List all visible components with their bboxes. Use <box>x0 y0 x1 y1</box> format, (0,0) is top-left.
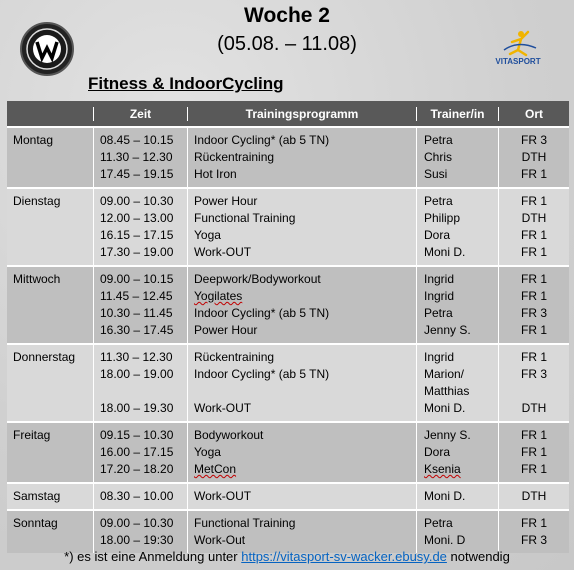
program-value: Yoga <box>194 445 221 459</box>
place-value: FR 1 <box>520 350 547 364</box>
day-block-mittwoch <box>7 265 569 343</box>
time-value: 09.00 – 10.30 <box>100 194 174 208</box>
program-value: Bodyworkout <box>194 428 264 442</box>
day-label: Montag <box>13 133 54 147</box>
trainer-value: Jenny S. <box>424 323 471 337</box>
time-cell <box>93 128 187 187</box>
program-cell <box>187 484 416 509</box>
trainer-cell <box>416 511 498 553</box>
program-value <box>194 461 416 478</box>
day-cell <box>7 128 93 187</box>
program-value-spellcheck: Yogilates <box>194 289 243 303</box>
time-value: 11.45 – 12.45 <box>100 289 173 303</box>
time-cell <box>93 267 187 343</box>
program-cell <box>187 128 416 187</box>
trainer-cell <box>416 128 498 187</box>
program-cell <box>187 345 416 421</box>
place-cell <box>498 128 569 187</box>
svg-text:VITASPORT: VITASPORT <box>495 57 541 66</box>
time-cell <box>93 189 187 265</box>
trainer-value: Moni D. <box>424 401 466 415</box>
day-label: Freitag <box>13 428 51 442</box>
place-value: FR 1 <box>520 428 547 442</box>
time-cell <box>93 484 187 509</box>
time-value: 08.30 – 10.00 <box>100 489 174 503</box>
place-cell <box>498 345 569 421</box>
time-value: 11.30 – 12.30 <box>100 350 173 364</box>
trainer-value: Marion/ <box>424 367 465 381</box>
place-value <box>499 383 569 400</box>
day-label: Donnerstag <box>13 350 76 364</box>
day-block-montag <box>7 126 569 187</box>
trainer-cell <box>416 189 498 265</box>
program-value: Hot Iron <box>194 167 237 181</box>
trainer-cell <box>416 345 498 421</box>
time-cell <box>93 423 187 482</box>
time-value: 09.00 – 10.15 <box>100 272 174 286</box>
place-value: FR 1 <box>520 462 547 476</box>
time-value <box>100 383 187 400</box>
place-value: FR 1 <box>520 272 547 286</box>
trainer-cell <box>416 267 498 343</box>
place-cell <box>498 423 569 482</box>
place-value: FR 3 <box>520 533 547 547</box>
program-value: Indoor Cycling* (ab 5 TN) <box>194 367 330 381</box>
header-place: Ort <box>498 107 569 121</box>
footnote <box>0 549 574 564</box>
program-value: Work-OUT <box>194 401 252 415</box>
program-value: Power Hour <box>194 323 258 337</box>
place-value: FR 1 <box>520 245 547 259</box>
day-block-sonntag <box>7 509 569 553</box>
time-value: 12.00 – 13.00 <box>100 211 174 225</box>
trainer-value <box>424 461 498 478</box>
program-value: Work-OUT <box>194 245 252 259</box>
program-value: Indoor Cycling* (ab 5 TN) <box>194 133 330 147</box>
program-value <box>194 288 416 305</box>
time-value: 18.00 – 19:30 <box>100 533 174 547</box>
program-value: Work-Out <box>194 533 246 547</box>
day-label: Sonntag <box>13 516 58 530</box>
time-value: 16.30 – 17.45 <box>100 323 174 337</box>
place-value: FR 1 <box>520 167 547 181</box>
trainer-value: Philipp <box>424 211 461 225</box>
day-label: Mittwoch <box>13 272 61 286</box>
program-value: Functional Training <box>194 211 296 225</box>
day-cell <box>7 267 93 343</box>
day-block-freitag <box>7 421 569 482</box>
trainer-value: Petra <box>424 516 453 530</box>
trainer-cell <box>416 423 498 482</box>
time-value: 11.30 – 12.30 <box>100 150 173 164</box>
program-value: Yoga <box>194 228 221 242</box>
time-value: 10.30 – 11.45 <box>100 306 173 320</box>
day-block-donnerstag <box>7 343 569 421</box>
place-value: FR 1 <box>520 445 547 459</box>
time-value: 09.15 – 10.30 <box>100 428 174 442</box>
place-cell <box>498 189 569 265</box>
time-value: 09.00 – 10.30 <box>100 516 174 530</box>
place-value: FR 1 <box>520 323 547 337</box>
place-value: DTH <box>521 150 547 164</box>
place-cell <box>498 267 569 343</box>
header-time: Zeit <box>93 107 187 121</box>
trainer-value: Ingrid <box>424 272 455 286</box>
trainer-value: Dora <box>424 445 451 459</box>
place-value: FR 3 <box>520 367 547 381</box>
program-cell <box>187 189 416 265</box>
program-value-spellcheck: MetCon <box>194 462 237 476</box>
program-value: Indoor Cycling* (ab 5 TN) <box>194 306 330 320</box>
place-value: DTH <box>521 401 547 415</box>
table-header <box>7 101 569 126</box>
trainer-value: Petra <box>424 133 453 147</box>
header-trainer: Trainer/in <box>416 107 498 121</box>
place-cell <box>498 484 569 509</box>
program-cell <box>187 267 416 343</box>
trainer-value: Moni D. <box>424 489 466 503</box>
time-value: 18.00 – 19.30 <box>100 401 174 415</box>
day-cell <box>7 345 93 421</box>
day-cell <box>7 189 93 265</box>
time-value: 08.45 – 10.15 <box>100 133 174 147</box>
program-value: Rückentraining <box>194 150 275 164</box>
program-value <box>194 383 416 400</box>
time-value: 17.45 – 19.15 <box>100 167 174 181</box>
place-value: FR 1 <box>520 194 547 208</box>
place-value: FR 1 <box>520 516 547 530</box>
trainer-value: Chris <box>424 150 453 164</box>
registration-link[interactable]: https://vitasport-sv-wacker.ebusy.de <box>241 549 447 564</box>
trainer-value: Ingrid <box>424 289 455 303</box>
program-value: Rückentraining <box>194 350 275 364</box>
program-value: Functional Training <box>194 516 296 530</box>
trainer-value: Moni. D <box>424 533 466 547</box>
place-value: FR 3 <box>520 133 547 147</box>
header-program: Trainingsprogramm <box>187 107 416 121</box>
day-cell <box>7 484 93 509</box>
trainer-value-spellcheck: Ksenia <box>424 462 461 476</box>
time-value: 17.20 – 18.20 <box>100 462 174 476</box>
week-dates: (05.08. – 11.08) <box>217 33 357 55</box>
program-cell <box>187 423 416 482</box>
section-subtitle: Fitness & IndoorCycling <box>88 74 284 93</box>
day-label: Dienstag <box>13 194 61 208</box>
trainer-value: Matthias <box>424 384 470 398</box>
day-label: Samstag <box>13 489 61 503</box>
program-value: Work-OUT <box>194 489 252 503</box>
place-value: DTH <box>521 211 547 225</box>
day-block-dienstag <box>7 187 569 265</box>
schedule-table <box>7 101 569 553</box>
footnote-text-end: notwendig <box>446 549 510 564</box>
place-value: FR 1 <box>520 289 547 303</box>
trainer-value: Jenny S. <box>424 428 471 442</box>
time-value: 18.00 – 19.00 <box>100 367 174 381</box>
trainer-value: Ingrid <box>424 350 455 364</box>
day-cell <box>7 511 93 553</box>
trainer-value: Dora <box>424 228 451 242</box>
place-cell <box>498 511 569 553</box>
trainer-value: Petra <box>424 306 453 320</box>
time-cell <box>93 511 187 553</box>
trainer-value: Susi <box>424 167 448 181</box>
day-cell <box>7 423 93 482</box>
footnote-text: *) es ist eine Anmeldung unter <box>64 549 242 564</box>
trainer-value: Petra <box>424 194 453 208</box>
trainer-value: Moni D. <box>424 245 466 259</box>
place-value: DTH <box>521 489 547 503</box>
time-value: 17.30 – 19.00 <box>100 245 174 259</box>
place-value: FR 3 <box>520 306 547 320</box>
trainer-cell <box>416 484 498 509</box>
program-cell <box>187 511 416 553</box>
page-title: Woche 2 <box>244 4 330 27</box>
place-value: FR 1 <box>520 228 547 242</box>
program-value: Deepwork/Bodyworkout <box>194 272 321 286</box>
day-block-samstag <box>7 482 569 509</box>
time-cell <box>93 345 187 421</box>
time-value: 16.15 – 17.15 <box>100 228 174 242</box>
program-value: Power Hour <box>194 194 258 208</box>
time-value: 16.00 – 17.15 <box>100 445 174 459</box>
